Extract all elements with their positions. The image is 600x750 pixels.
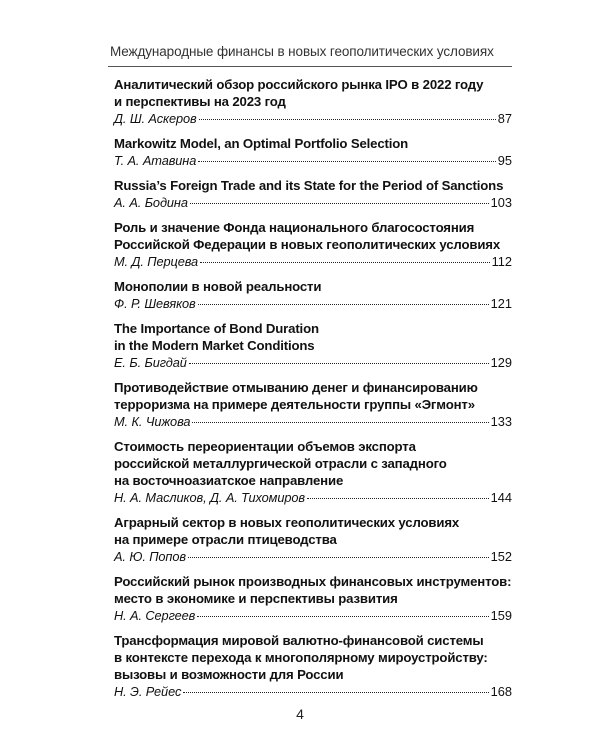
toc-entry-page: 121: [490, 296, 512, 311]
toc-entry-title-line: на примере отрасли птицеводства: [114, 532, 337, 547]
toc-entry-author: Н. А. Масликов, Д. А. Тихомиров: [114, 490, 305, 505]
dot-leader: [200, 262, 490, 263]
toc-entry-title: [114, 514, 512, 548]
toc-entry-title-line: Russia’s Foreign Trade and its State for the Period of Sanctions: [114, 178, 504, 193]
page-number: 4: [296, 706, 304, 722]
toc-entry-author: Н. Э. Рейес: [114, 684, 182, 699]
toc-entry-title: [114, 135, 512, 152]
toc-entry-page: 133: [490, 414, 512, 429]
toc-entry: [114, 278, 512, 312]
toc-entry-author: Е. Б. Бигдай: [114, 355, 187, 370]
toc-entry-page: 112: [491, 254, 512, 269]
toc-entry-page: 144: [490, 490, 512, 505]
toc-entry: [114, 632, 512, 700]
toc-entry-meta: [114, 607, 512, 624]
toc-entry-title-line: Российский рынок производных финансовых инструментов:: [114, 574, 512, 589]
toc-entry-page: 152: [490, 549, 512, 564]
dot-leader: [198, 304, 489, 305]
toc-entry-title-line: The Importance of Bond Duration: [114, 321, 319, 336]
toc-entry: [114, 135, 512, 169]
toc-entry-meta: [114, 152, 512, 169]
toc-entry-page: 168: [490, 684, 512, 699]
toc-entry-title: [114, 573, 512, 607]
toc-entry-meta: [114, 413, 512, 430]
toc-entry-page: 159: [490, 608, 512, 623]
toc-entry-title: [114, 632, 512, 683]
toc-entry-title: [114, 438, 512, 489]
dot-leader: [183, 692, 488, 693]
toc-entry-meta: [114, 194, 512, 211]
toc-entry: [114, 320, 512, 371]
toc-entry-page: 129: [490, 355, 512, 370]
toc-entry-author: М. Д. Перцева: [114, 254, 199, 269]
table-of-contents: [114, 76, 512, 708]
toc-entry-title-line: Markowitz Model, an Optimal Portfolio Selection: [114, 136, 409, 151]
toc-entry-author: Н. А. Сергеев: [114, 608, 196, 623]
toc-entry-page: 95: [497, 153, 512, 168]
toc-entry-title: [114, 177, 512, 194]
dot-leader: [192, 422, 488, 423]
toc-entry-meta: [114, 683, 512, 700]
toc-entry-author: Д. Ш. Аскеров: [114, 111, 197, 126]
dot-leader: [197, 616, 488, 617]
toc-entry-title-line: in the Modern Market Conditions: [114, 338, 315, 353]
toc-entry-author: А. Ю. Попов: [114, 549, 186, 564]
toc-entry: [114, 514, 512, 565]
toc-entry-title-line: в контексте перехода к многополярному мироустройству:: [114, 650, 488, 665]
toc-entry-meta: [114, 548, 512, 565]
toc-entry-meta: [114, 354, 512, 371]
toc-entry-author: Т. А. Атавина: [114, 153, 197, 168]
toc-entry-title: [114, 320, 512, 354]
toc-entry-title-line: Российской Федерации в новых геополитических условиях: [114, 237, 501, 252]
dot-leader: [199, 119, 496, 120]
dot-leader: [189, 363, 489, 364]
toc-entry-title-line: на восточноазиатское направление: [114, 473, 344, 488]
dot-leader: [307, 498, 489, 499]
toc-entry-page: 87: [497, 111, 512, 126]
toc-entry-title-line: вызовы и возможности для России: [114, 667, 344, 682]
toc-entry-title: [114, 219, 512, 253]
toc-entry-title-line: Аграрный сектор в новых геополитических условиях: [114, 515, 460, 530]
toc-entry: [114, 219, 512, 270]
toc-entry-author: М. К. Чижова: [114, 414, 191, 429]
toc-entry: [114, 76, 512, 127]
toc-entry-meta: [114, 253, 512, 270]
toc-entry-title-line: Трансформация мировой валютно-финансовой системы: [114, 633, 484, 648]
toc-entry-title-line: Роль и значение Фонда национального благосостояния: [114, 220, 475, 235]
toc-entry-page: 103: [490, 195, 512, 210]
dot-leader: [190, 203, 489, 204]
toc-entry-title-line: Монополии в новой реальности: [114, 279, 322, 294]
toc-entry-title-line: и перспективы на 2023 год: [114, 94, 286, 109]
toc-entry-title-line: Стоимость переориентации объемов экспорта: [114, 439, 416, 454]
toc-entry-title-line: место в экономике и перспективы развития: [114, 591, 398, 606]
toc-entry-author: Ф. Р. Шевяков: [114, 296, 196, 311]
toc-entry-title-line: Аналитический обзор российского рынка IPO в 2022 году: [114, 77, 484, 92]
dot-leader: [188, 557, 489, 558]
toc-entry-meta: [114, 489, 512, 506]
toc-entry: [114, 379, 512, 430]
toc-entry-meta: [114, 110, 512, 127]
toc-entry-title-line: российской металлургической отрасли с западного: [114, 456, 447, 471]
toc-entry-title-line: Противодействие отмыванию денег и финансированию: [114, 380, 478, 395]
dot-leader: [198, 161, 496, 162]
toc-entry-meta: [114, 295, 512, 312]
toc-entry-author: А. А. Бодина: [114, 195, 188, 210]
toc-entry: [114, 438, 512, 506]
header-divider: [108, 66, 512, 67]
running-header: Международные финансы в новых геополитических условиях: [110, 44, 494, 59]
toc-entry: [114, 573, 512, 624]
toc-entry-title-line: терроризма на примере деятельности группы «Эгмонт»: [114, 397, 475, 412]
toc-entry: [114, 177, 512, 211]
toc-entry-title: [114, 76, 512, 110]
toc-entry-title: [114, 379, 512, 413]
toc-entry-title: [114, 278, 512, 295]
